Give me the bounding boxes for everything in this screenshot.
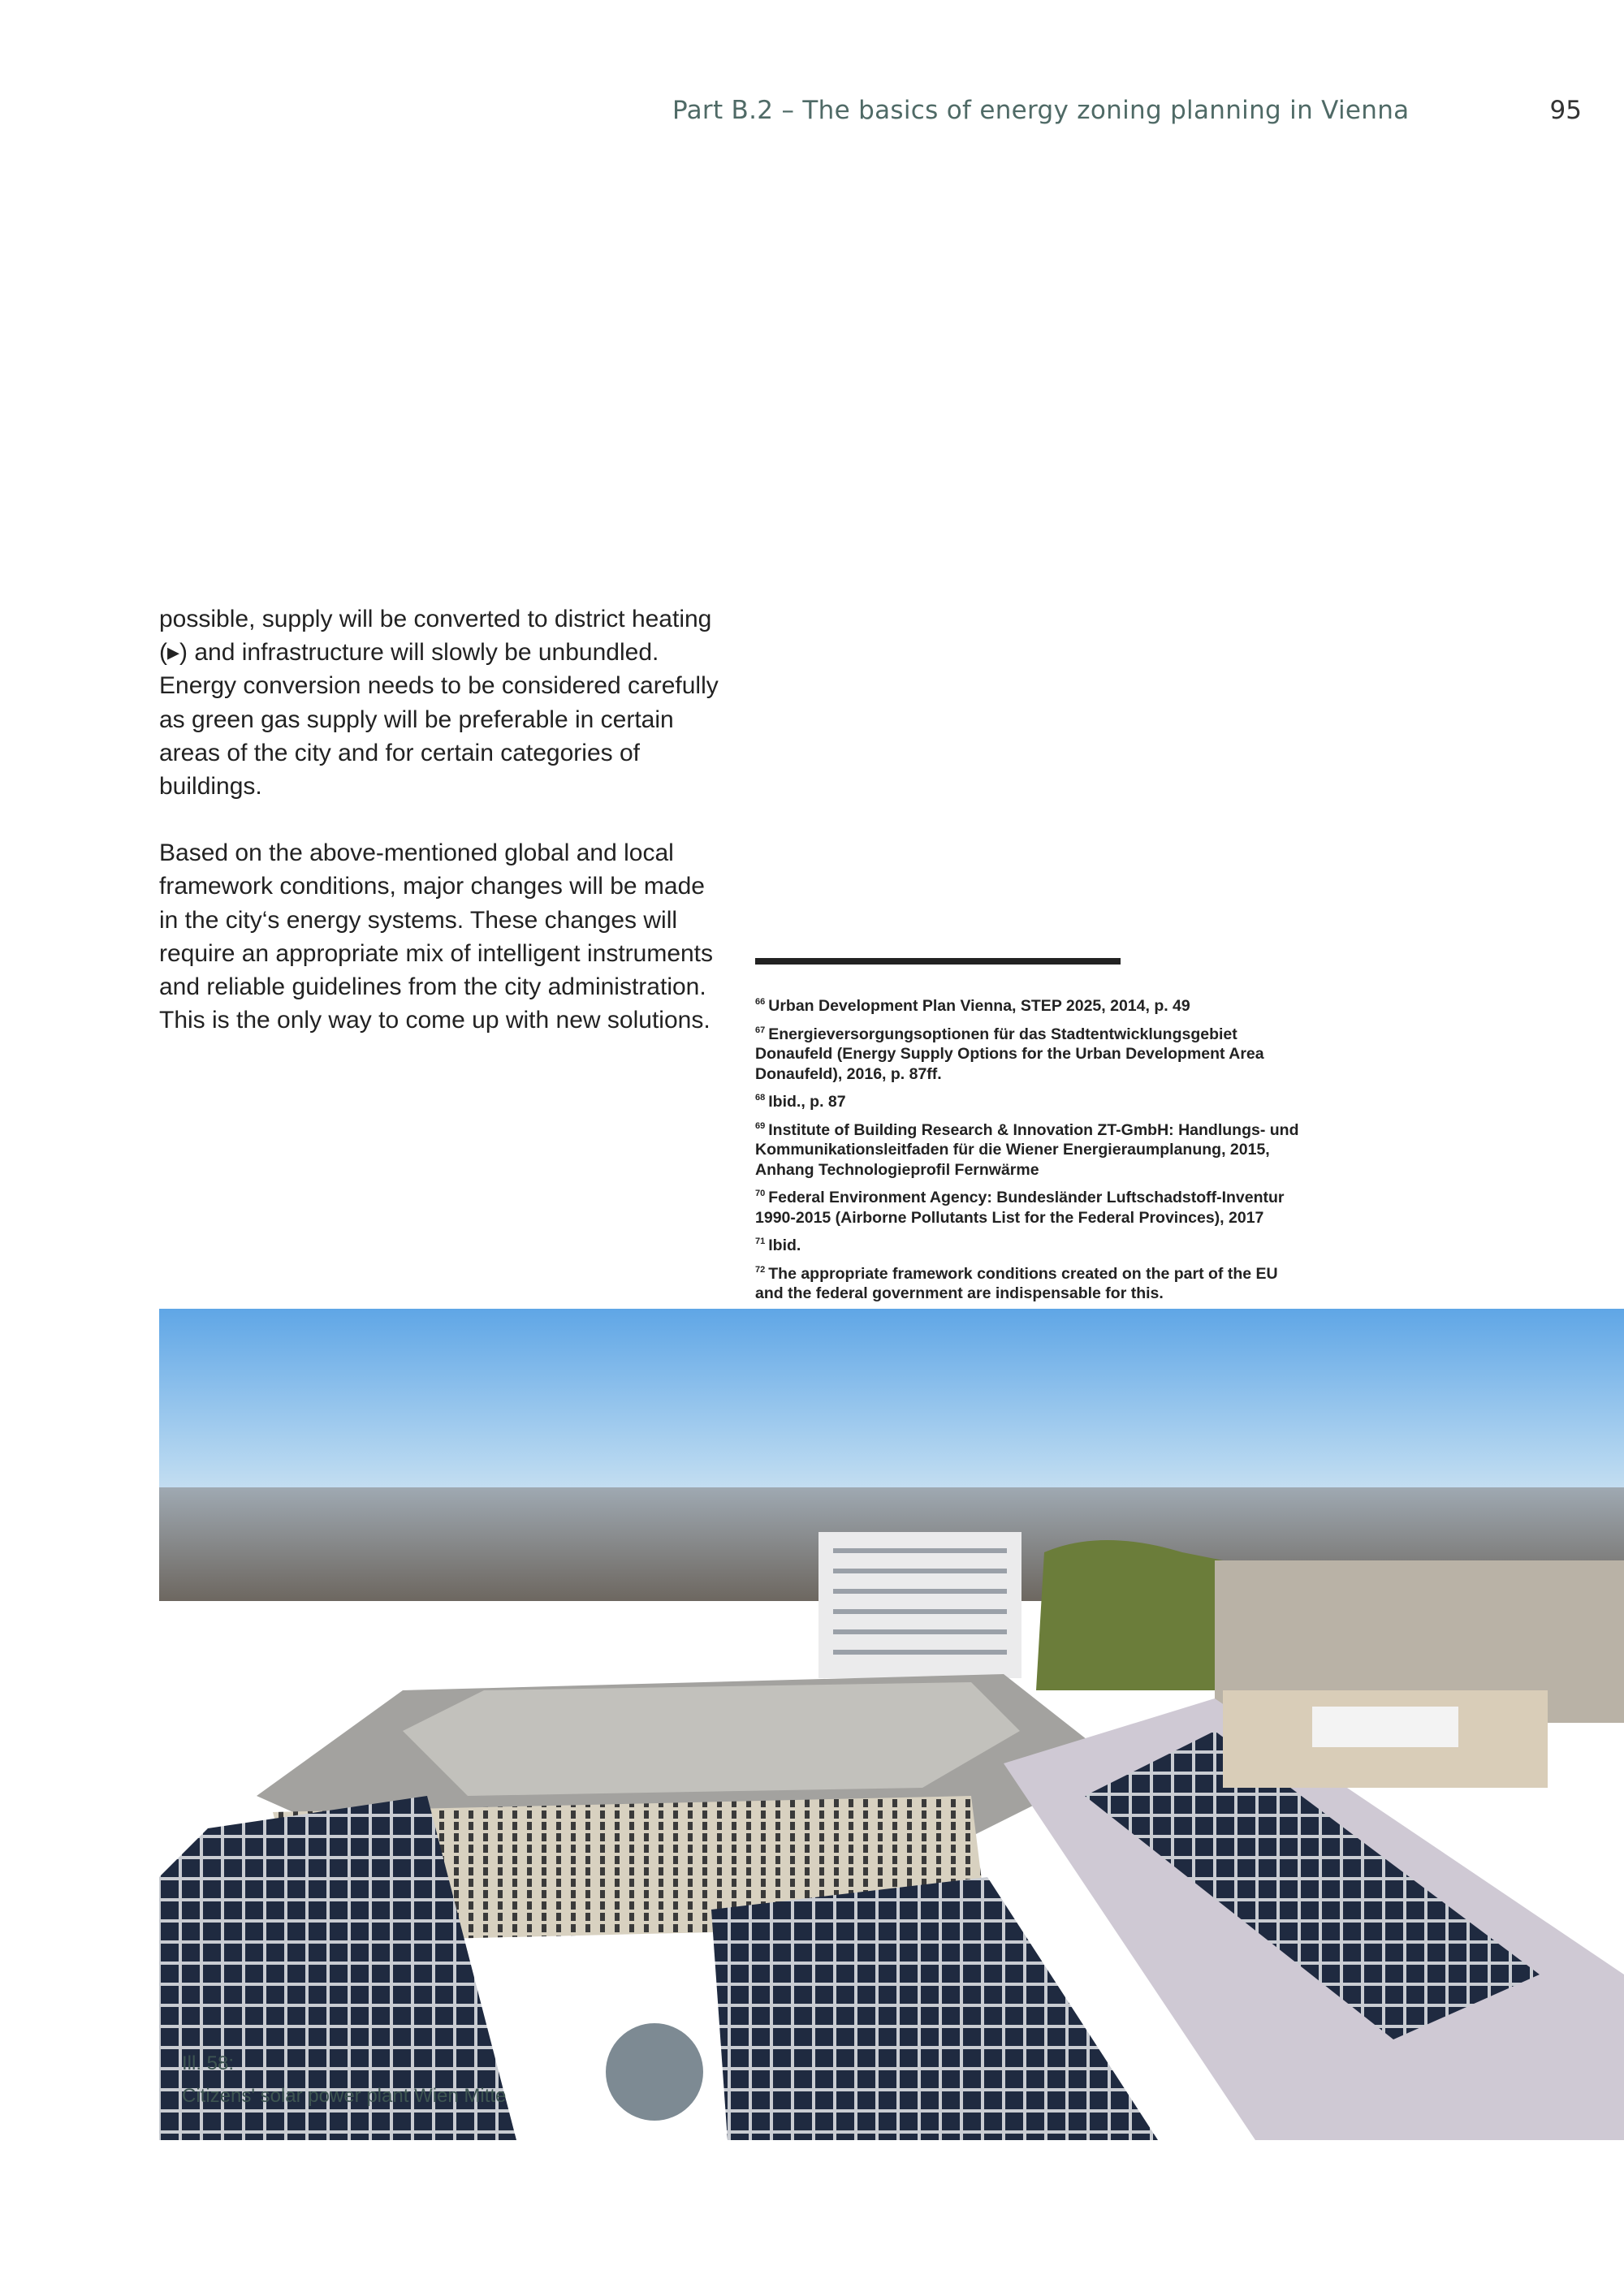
center-roof-solar (711, 1877, 1158, 2140)
figure-caption (182, 2048, 506, 2113)
round-skylight (606, 2023, 703, 2121)
running-header: Part B.2 – The basics of energy zoning planning in Vienna (672, 96, 1410, 125)
figure-label: Ill. 58: (182, 2052, 235, 2074)
footnote-number: 68 (755, 1093, 766, 1103)
aerial-photo-solar-plant (159, 1309, 1624, 2140)
footnote-text: Ibid. (768, 1236, 801, 1254)
footnote-text: Urban Development Plan Vienna, STEP 2025, 2014, p. 49 (768, 997, 1190, 1015)
flat-roof-skylight (1312, 1707, 1458, 1747)
footnote-number: 66 (755, 997, 766, 1007)
paragraph: possible, supply will be converted to district heating (▸) and infrastructure will slowly be unbundled. Energy conversion needs to be considered carefully as green gas supply will be preferable in certain areas of the city and for certain categories of buildings. (159, 606, 719, 801)
footnote (755, 992, 1307, 1016)
footnote (755, 1088, 1307, 1112)
footnote-divider (755, 958, 1121, 965)
footnote-text: Institute of Building Research & Innovation ZT-GmbH: Handlungs- und Kommunikationsleitfaden für die Wiener Energieraumplanung, 2015, Anhang Technologieprofil Fernwärme (755, 1120, 1299, 1179)
aerial-photo-illustration (159, 1309, 1624, 2140)
footnote (755, 1232, 1307, 1256)
page-number: 95 (1549, 96, 1582, 125)
footnote-number: 70 (755, 1189, 766, 1198)
paragraph: Based on the above-mentioned global and local framework conditions, major changes will be made in the city‘s energy systems. These changes will require an appropriate mix of intelligent instruments and reliable guidelines from the city administration. This is the only way to come up with new solutions. (159, 839, 714, 1034)
footnote-number: 72 (755, 1264, 766, 1275)
high-rise-building (818, 1532, 1021, 1678)
footnote (755, 1116, 1307, 1180)
inner-courtyard (403, 1682, 1020, 1796)
footnote-number: 67 (755, 1025, 766, 1035)
footnote (755, 1021, 1307, 1085)
footnotes (755, 992, 1307, 1308)
footnote-text: Ibid., p. 87 (768, 1093, 846, 1111)
footnote-text: Federal Environment Agency: Bundesländer Luftschadstoff-Inventur 1990-2015 (Airborne Pollutants List for the Federal Provinces), 2017 (755, 1189, 1285, 1227)
footnote-number: 69 (755, 1120, 766, 1131)
footnote-text: Energieversorgungsoptionen für das Stadtentwicklungsgebiet Donaufeld (Energy Supply Options for the Urban Development Area Donaufeld), 2016, p. 87ff. (755, 1025, 1264, 1083)
footnote (755, 1260, 1307, 1304)
footnote (755, 1184, 1307, 1228)
body-text (159, 602, 728, 1070)
figure-caption-text: Citizens' solar power plant Wien Mitte (182, 2085, 507, 2107)
footnote-number: 71 (755, 1236, 766, 1246)
footnote-text: The appropriate framework conditions created on the part of the EU and the federal government are indispensable for this. (755, 1264, 1278, 1302)
